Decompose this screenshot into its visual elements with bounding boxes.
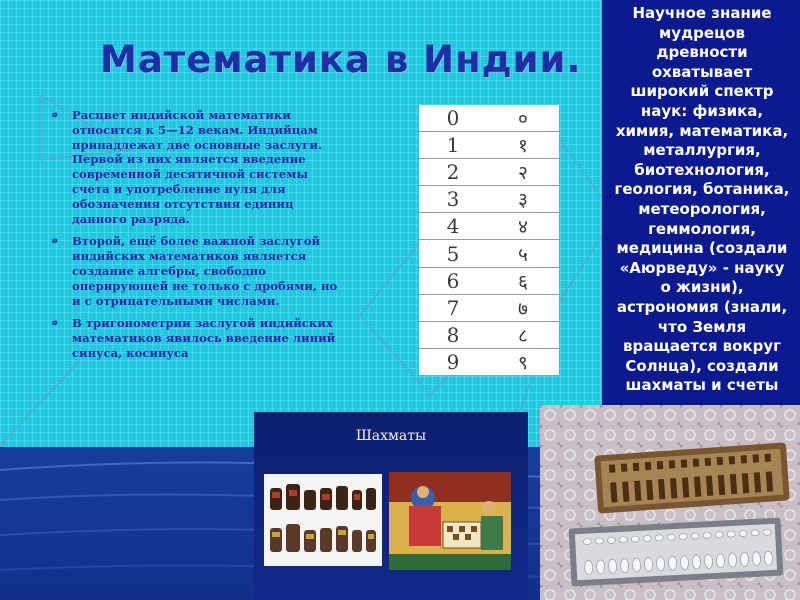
- devanagari-digit: ३: [487, 186, 559, 213]
- table-row: [419, 159, 559, 186]
- latin-digit: 7: [419, 294, 487, 321]
- latin-digit: 9: [446, 349, 460, 374]
- chess-card: [254, 412, 528, 600]
- abacus-image: [540, 405, 800, 600]
- chess-pieces-image: [264, 474, 382, 566]
- table-row: [419, 105, 559, 132]
- devanagari-digit: १: [487, 132, 559, 159]
- bullet-text: Второй, ещё более важной заслугой индийских математиков является создание алгебры, свободно оперирующей не только с дробями, но и с отрицательными числами.: [72, 234, 338, 308]
- table-row: [419, 348, 559, 375]
- latin-digit: 2: [419, 159, 487, 186]
- latin-digit: 0: [419, 105, 487, 132]
- devanagari-digit: ४: [487, 213, 559, 240]
- devanagari-digit: ०: [487, 105, 559, 132]
- bullet-icon: ø: [52, 236, 58, 246]
- latin-digit: 5: [419, 240, 487, 267]
- bullet-icon: ø: [52, 110, 58, 119]
- science-text: Научное знание мудрецов древности охватывает широкий спектр наук: физика, химия, математика, металлургия, биотехнология, геология, ботаника, метеорология, геммология, медицина (создали «Аюрведу» - науку о жизни), астрономия (знали, что Земля вращается вокруг Солнца), создали шахматы и счеты: [614, 4, 790, 395]
- bullet-icon: ø: [52, 318, 58, 328]
- devanagari-digit: ७: [487, 294, 559, 321]
- table-row: [419, 321, 559, 348]
- table-row: [419, 213, 559, 240]
- devanagari-digit: ५: [487, 240, 559, 267]
- table-row: [419, 267, 559, 294]
- latin-digit: 4: [419, 213, 487, 240]
- latin-digit: 1: [419, 132, 487, 159]
- table-row: [419, 294, 559, 321]
- table-row: [419, 186, 559, 213]
- latin-digit: 8: [419, 321, 487, 348]
- bullet-text: В тригонометрии заслугой индийских математиков явилось введение линий синуса, косинуса: [72, 316, 336, 360]
- bullet-list: [48, 108, 338, 369]
- numeral-table: [419, 105, 559, 375]
- chess-painting-image: [389, 472, 511, 570]
- list-item: [48, 316, 338, 360]
- latin-digit: 3: [419, 186, 487, 213]
- table-row: [419, 132, 559, 159]
- bullet-text: Расцвет индийской математики относится к 5—12 векам. Индийцам принадлежат две основные заслуги. Первой из них является введение современной десятичной системы счета и употребление нуля для обозначения отсутствия единиц данного разряда.: [72, 108, 322, 226]
- latin-digit: 6: [419, 267, 487, 294]
- slide-title: Математика в Индии.: [100, 38, 582, 81]
- devanagari-digit: ८: [487, 321, 559, 348]
- chess-title: Шахматы: [355, 428, 427, 444]
- list-item: [48, 234, 338, 308]
- devanagari-digit: २: [487, 159, 559, 186]
- devanagari-digit: ६: [487, 267, 559, 294]
- table-row: [419, 240, 559, 267]
- list-item: [48, 108, 338, 226]
- devanagari-digit: ९: [518, 351, 528, 374]
